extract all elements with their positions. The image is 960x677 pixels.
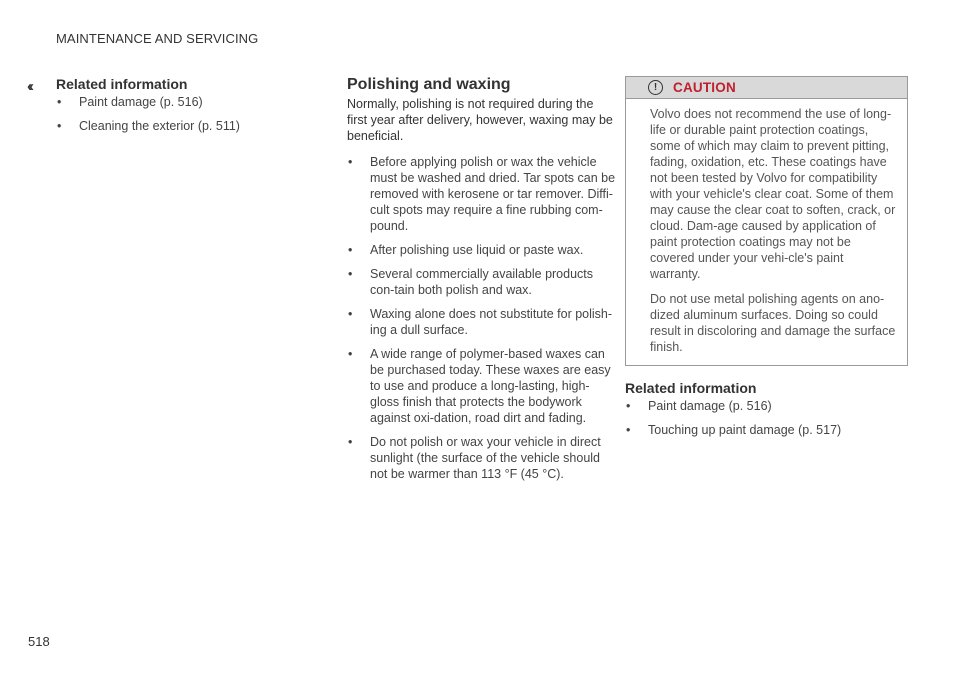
caution-header	[626, 77, 907, 99]
list-item-text: A wide range of polymer-based waxes can be purchased today. These waxes are easy to use and produce a long-lasting, high-gloss finish that protects the bodywork against oxi-dation, road dirt and fading.	[370, 347, 611, 425]
bullet-icon: •	[348, 155, 353, 169]
warning-icon: !	[648, 80, 663, 95]
list-item[interactable]	[56, 94, 316, 110]
list-item	[347, 434, 617, 482]
bullet-icon: •	[57, 95, 62, 109]
page-title: Polishing and waxing	[347, 76, 511, 93]
list-item	[347, 306, 617, 338]
link-cleaning-exterior[interactable]: Cleaning the exterior (p. 511)	[79, 119, 240, 133]
bullet-icon: •	[348, 267, 353, 281]
back-chevrons-icon[interactable]: ‹‹	[27, 78, 31, 95]
list-item-text: Several commercially available products con-tain both polish and wax.	[370, 267, 594, 297]
related-info-list	[625, 398, 907, 438]
list-item	[347, 346, 617, 426]
list-item[interactable]	[625, 398, 907, 414]
list-item	[347, 242, 617, 258]
list-item	[347, 266, 617, 298]
bullet-icon: •	[626, 423, 631, 437]
caution-box	[625, 76, 908, 366]
caution-paragraph: Do not use metal polishing agents on ano-dized aluminum surfaces. Doing so could result in discoloring and damage the surface finish.	[650, 292, 896, 354]
list-item	[347, 154, 617, 234]
bullet-icon: •	[348, 347, 353, 361]
related-info-heading: Related information	[625, 380, 757, 396]
bullet-icon: •	[348, 243, 353, 257]
bullet-icon: •	[348, 435, 353, 449]
link-paint-damage[interactable]: Paint damage (p. 516)	[79, 95, 203, 109]
bullet-icon: •	[57, 119, 62, 133]
page-number: 518	[28, 634, 50, 649]
caution-paragraph: Volvo does not recommend the use of long-life or durable paint protection coatings, some of which may claim to prevent pitting, fading, oxidation, etc. These coatings have not been tested by Volvo for compatibility with your vehicle's clear coat. Some of them may cause the clear coat to soften, crack, or cloud. Dam-age caused by application of paint protection coatings may not be covered under your vehi-cle's paint warranty.	[650, 107, 896, 281]
list-item[interactable]	[56, 118, 316, 134]
bullet-icon: •	[626, 399, 631, 413]
related-info-list	[56, 94, 316, 134]
link-touching-up-paint[interactable]: Touching up paint damage (p. 517)	[648, 423, 842, 437]
intro-text: Normally, polishing is not required during the first year after delivery, however, waxing may be beneficial.	[347, 97, 613, 143]
tips-list	[347, 154, 617, 482]
list-item-text: Do not polish or wax your vehicle in direct sunlight (the surface of the vehicle should not be warmer than 113 °F (45 °C).	[370, 435, 601, 481]
right-column	[625, 76, 907, 446]
related-info-heading: Related information	[56, 76, 188, 92]
main-article	[347, 76, 617, 490]
list-item-text: Before applying polish or wax the vehicle must be washed and dried. Tar spots can be removed with kerosene or tar remover. Diffi-cult spots may require a fine rubbing com-pound.	[370, 155, 616, 233]
link-paint-damage[interactable]: Paint damage (p. 516)	[648, 399, 772, 413]
list-item-text: Waxing alone does not substitute for polish-ing a dull surface.	[370, 307, 613, 337]
related-info-left	[56, 76, 316, 142]
caution-body	[626, 99, 907, 365]
bullet-icon: •	[348, 307, 353, 321]
section-header: MAINTENANCE AND SERVICING	[56, 31, 259, 46]
list-item-text: After polishing use liquid or paste wax.	[370, 243, 584, 257]
caution-title: CAUTION	[673, 80, 736, 95]
list-item[interactable]	[625, 422, 907, 438]
